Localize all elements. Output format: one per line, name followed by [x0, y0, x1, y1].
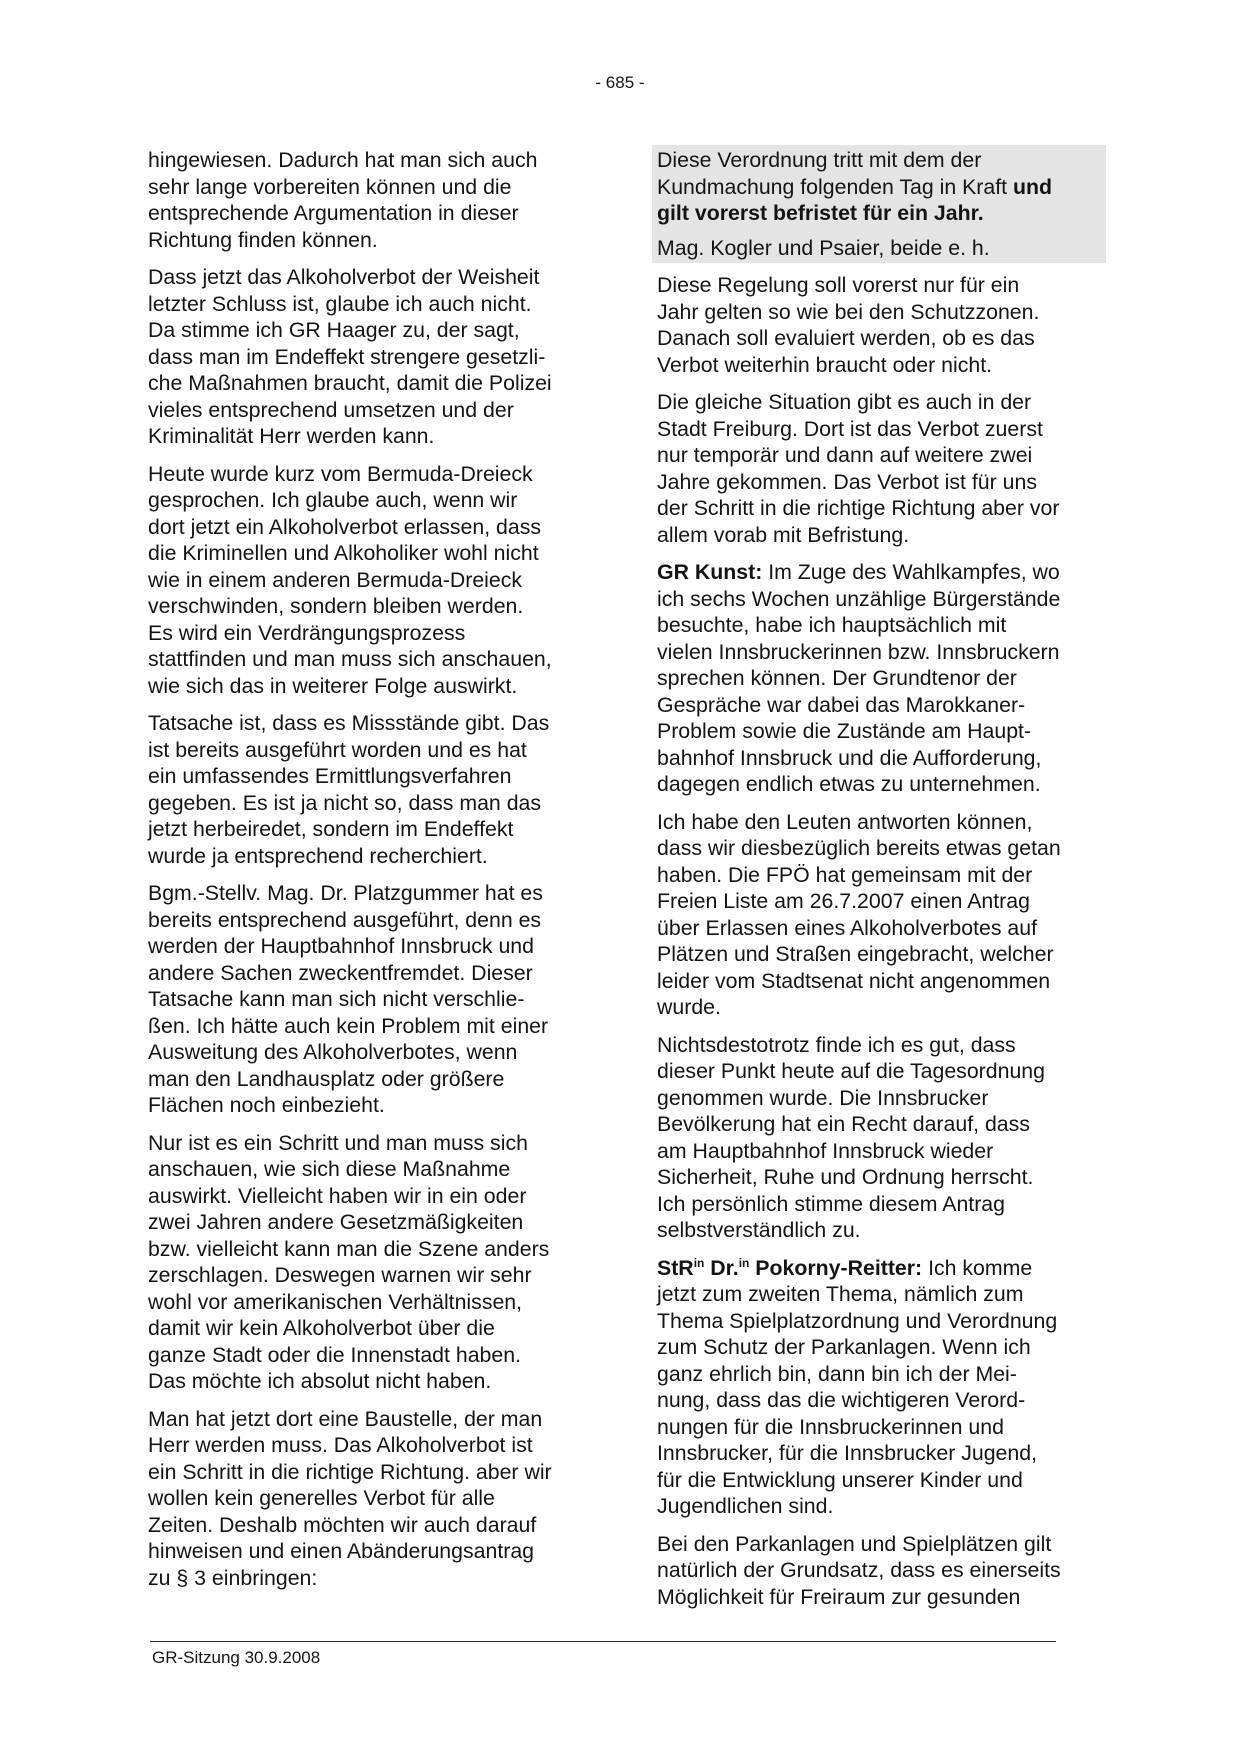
text-line: zu § 3 einbringen: — [148, 1565, 318, 1590]
paragraph — [148, 264, 598, 450]
text-line: haben. Die FPÖ hat gemeinsam mit der — [657, 862, 1033, 887]
text-line: Nur ist es ein Schritt und man muss sich — [148, 1130, 528, 1155]
text-line: dort jetzt ein Alkoholverbot erlassen, dass — [148, 514, 542, 539]
text-line: Man hat jetzt dort eine Baustelle, der man — [148, 1406, 543, 1431]
paragraph — [657, 389, 1107, 548]
text-line: ßen. Ich hätte auch kein Problem mit einer — [148, 1013, 549, 1038]
text-line: dass wir diesbezüglich bereits etwas getan — [657, 836, 1061, 860]
page-number: - 685 - — [595, 73, 645, 92]
text-line: Die gleiche Situation gibt es auch in der — [657, 390, 1032, 414]
text-line: Es wird ein Verdrängungsprozess — [148, 620, 466, 645]
text-line: Innsbrucker, für die Innsbrucker Jugend, — [657, 1441, 1038, 1465]
text-line: auswirkt. Vielleicht haben wir in ein oder — [148, 1183, 527, 1208]
text-line: Mag. Kogler und Psaier, beide e. h. — [657, 235, 990, 260]
text-line: anschauen, wie sich diese Maßnahme — [148, 1157, 511, 1181]
text-line: Möglichkeit für Freiraum zur gesunden — [657, 1584, 1021, 1609]
text-line: allem vorab mit Befristung. — [657, 522, 910, 547]
right-column — [657, 147, 1107, 1621]
speech-gr-kunst — [657, 559, 1107, 798]
text-line: werden der Hauptbahnhof Innsbruck und — [148, 934, 534, 958]
text-line: Tatsache ist, dass es Missstände gibt. Das — [148, 711, 550, 735]
footer-divider — [150, 1641, 1056, 1642]
text-line: dieser Punkt heute auf die Tagesordnung — [657, 1059, 1045, 1083]
text-line: vieles entsprechend umsetzen und der — [148, 397, 514, 422]
text-segment: Kundmachung folgenden Tag in Kraft — [657, 174, 1013, 199]
text-line: nungen für die Innsbruckerinnen und — [657, 1414, 1004, 1439]
text-line: Jahr gelten so wie bei den Schutzzonen. — [657, 299, 1040, 324]
footer-session-date: GR-Sitzung 30.9.2008 — [152, 1648, 321, 1667]
text-line: man den Landhausplatz oder größere — [148, 1066, 505, 1091]
speaker-title: StR — [657, 1255, 694, 1280]
text-line: wurde ja entsprechend recherchiert. — [148, 843, 488, 868]
speaker-title-suffix: in — [693, 1255, 705, 1270]
text-line: wie in einem anderen Bermuda-Dreieck — [148, 567, 523, 592]
text-line: Freien Liste am 26.7.2007 einen Antrag — [657, 889, 1030, 913]
text-line: Diese Regelung soll vorerst nur für ein — [657, 273, 1020, 297]
text-line: Diese Verordnung tritt mit dem der — [657, 148, 982, 172]
paragraph — [657, 809, 1107, 1021]
speech-pokorny-reitter — [657, 1255, 1107, 1520]
text-line — [657, 174, 1103, 201]
text-line: ist bereits ausgeführt worden und es hat — [148, 737, 527, 762]
text-line: Bevölkerung hat ein Recht darauf, dass — [657, 1112, 1030, 1136]
text-line: verschwinden, sondern bleiben werden. — [148, 594, 524, 618]
text-line: sehr lange vorbereiten können und die — [148, 174, 512, 199]
text-line: Thema Spielplatzordnung und Verordnung — [657, 1308, 1058, 1333]
text-line: Zeiten. Deshalb möchten wir auch darauf — [148, 1512, 537, 1537]
text-line: Ausweitung des Alkoholverbotes, wenn — [148, 1040, 518, 1064]
text-line: Flächen noch einbezieht. — [148, 1093, 385, 1117]
text-line: nung, dass das die wichtigeren Verord- — [657, 1388, 1026, 1412]
amendment-signatures — [657, 235, 1103, 264]
text-line: für die Entwicklung unserer Kinder und — [657, 1467, 1023, 1492]
text-line: ganz ehrlich bin, dann bin ich der Mei- — [657, 1361, 1017, 1386]
text-line: Jahre gekommen. Das Verbot ist für uns — [657, 469, 1037, 494]
paragraph — [657, 1032, 1107, 1244]
text-line: letzter Schluss ist, glaube ich auch nicht. — [148, 291, 532, 316]
text-line: che Maßnahmen braucht, damit die Polizei — [148, 371, 552, 395]
text-line: Dass jetzt das Alkoholverbot der Weisheit — [148, 265, 540, 289]
paragraph — [148, 1406, 598, 1592]
speaker-surname: Pokorny-Reitter: — [755, 1255, 923, 1280]
text-line: andere Sachen zweckentfremdet. Dieser — [148, 960, 533, 985]
text-line: damit wir kein Alkoholverbot über die — [148, 1316, 495, 1340]
text-line: hinweisen und einen Abänderungsantrag — [148, 1539, 535, 1563]
text-line: Ich persönlich stimme diesem Antrag — [657, 1191, 1005, 1216]
text-line: Ich habe den Leuten antworten können, — [657, 809, 1033, 834]
text-line: genommen wurde. Die Innsbrucker — [657, 1085, 989, 1110]
text-line: der Schritt in die richtige Richtung aber vor — [657, 496, 1060, 520]
text-line: natürlich der Grundsatz, dass es einerseits — [657, 1558, 1061, 1582]
text-line: die Kriminellen und Alkoholiker wohl nicht — [148, 541, 539, 565]
text-line: Da stimme ich GR Haager zu, der sagt, — [148, 318, 520, 342]
text-line — [657, 559, 1107, 586]
text-line: zerschlagen. Deswegen warnen wir sehr — [148, 1263, 532, 1287]
text-line: leider vom Stadtsenat nicht angenommen — [657, 968, 1051, 993]
speaker-name — [657, 1256, 922, 1280]
text-line: Jugendlichen sind. — [657, 1494, 834, 1518]
text-line: Problem sowie die Zustände am Haupt- — [657, 719, 1032, 743]
bold-text: gilt vorerst befristet für ein Jahr. — [657, 201, 984, 225]
text-line: Gespräche war dabei das Marokkaner- — [657, 692, 1026, 717]
text-line: ein Schritt in die richtige Richtung. aber wir — [148, 1459, 552, 1484]
text-line: selbstverständlich zu. — [657, 1218, 861, 1242]
paragraph — [148, 1130, 598, 1395]
text-line: wurde. — [657, 995, 721, 1019]
speaker-degree: Dr. — [710, 1255, 739, 1280]
text-line: stattfinden und man muss sich anschauen, — [148, 647, 552, 671]
paragraph — [148, 880, 598, 1119]
bold-text: und — [1013, 174, 1053, 199]
paragraph — [657, 272, 1107, 378]
text-line: gegeben. Es ist ja nicht so, dass man das — [148, 790, 542, 815]
speaker-name: GR Kunst: — [657, 560, 763, 584]
text-line: Richtung finden können. — [148, 227, 378, 252]
text-line: bahnhof Innsbruck und die Aufforderung, — [657, 745, 1042, 770]
text-line: vielen Innsbruckerinnen bzw. Innsbruckern — [657, 639, 1060, 664]
text-line: Kriminalität Herr werden kann. — [148, 424, 435, 448]
text-line: entsprechende Argumentation in dieser — [148, 201, 519, 225]
text-line: ich sechs Wochen unzählige Bürgerstände — [657, 586, 1061, 611]
text-line — [657, 1255, 1107, 1282]
text-line: gesprochen. Ich glaube auch, wenn wir — [148, 488, 518, 512]
paragraph — [148, 461, 598, 700]
text-line: nur temporär und dann auf weitere zwei — [657, 443, 1033, 467]
text-line: Danach soll evaluiert werden, ob es das — [657, 326, 1035, 350]
text-line: Das möchte ich absolut nicht haben. — [148, 1369, 492, 1393]
text-line: Plätzen und Straßen eingebracht, welcher — [657, 942, 1054, 966]
text-line: wollen kein generelles Verbot für alle — [148, 1486, 495, 1510]
text-line: bereits entsprechend ausgeführt, denn es — [148, 907, 542, 932]
text-line: dass man im Endeffekt strengere gesetzli- — [148, 344, 546, 369]
amendment-text — [657, 147, 1103, 227]
text-line: Nichtsdestotrotz finde ich es gut, dass — [657, 1032, 1016, 1057]
text-line: Bei den Parkanlagen und Spielplätzen gilt — [657, 1531, 1052, 1556]
text-line: Heute wurde kurz vom Bermuda-Dreieck — [148, 461, 533, 486]
text-line: ganze Stadt oder die Innenstadt haben. — [148, 1342, 521, 1367]
text-line: ein umfassendes Ermittlungsverfahren — [148, 764, 512, 788]
paragraph — [657, 1531, 1107, 1611]
text-line: hingewiesen. Dadurch hat man sich auch — [148, 148, 538, 172]
text-line: besuchte, habe ich hauptsächlich mit — [657, 613, 1007, 637]
speaker-degree-suffix: in — [738, 1255, 750, 1270]
text-line: zwei Jahren andere Gesetzmäßigkeiten — [148, 1210, 524, 1234]
left-column — [148, 147, 598, 1602]
text-line: Herr werden muss. Das Alkoholverbot ist — [148, 1433, 533, 1457]
text-line: zum Schutz der Parkanlagen. Wenn ich — [657, 1335, 1031, 1359]
text-line: Sicherheit, Ruhe und Ordnung herrscht. — [657, 1165, 1034, 1189]
text-segment: Im Zuge des Wahlkampfes, wo — [762, 560, 1060, 584]
text-line: Verbot weiterhin braucht oder nicht. — [657, 352, 993, 377]
text-line: dagegen endlich etwas zu unternehmen. — [657, 772, 1041, 796]
text-line: jetzt zum zweiten Thema, nämlich zum — [657, 1282, 1024, 1306]
text-line: Bgm.-Stellv. Mag. Dr. Platzgummer hat es — [148, 881, 543, 905]
text-line: bzw. vielleicht kann man die Szene anders — [148, 1236, 550, 1261]
text-line: jetzt herbeiredet, sondern im Endeffekt — [148, 817, 514, 841]
text-line: über Erlassen eines Alkoholverbotes auf — [657, 915, 1038, 940]
text-line: wie sich das in weiterer Folge auswirkt. — [148, 673, 518, 698]
paragraph — [148, 710, 598, 869]
text-segment: Ich komme — [922, 1255, 1033, 1280]
text-line: am Hauptbahnhof Innsbruck wieder — [657, 1138, 994, 1163]
text-line: Tatsache kann man sich nicht verschlie- — [148, 987, 525, 1011]
text-line: wohl vor amerikanischen Verhältnissen, — [148, 1289, 523, 1314]
text-line — [657, 200, 1103, 227]
text-line: sprechen können. Der Grundtenor der — [657, 666, 1017, 690]
paragraph — [148, 147, 598, 253]
text-line: Stadt Freiburg. Dort ist das Verbot zuerst — [657, 416, 1043, 441]
amendment-box — [652, 145, 1106, 263]
